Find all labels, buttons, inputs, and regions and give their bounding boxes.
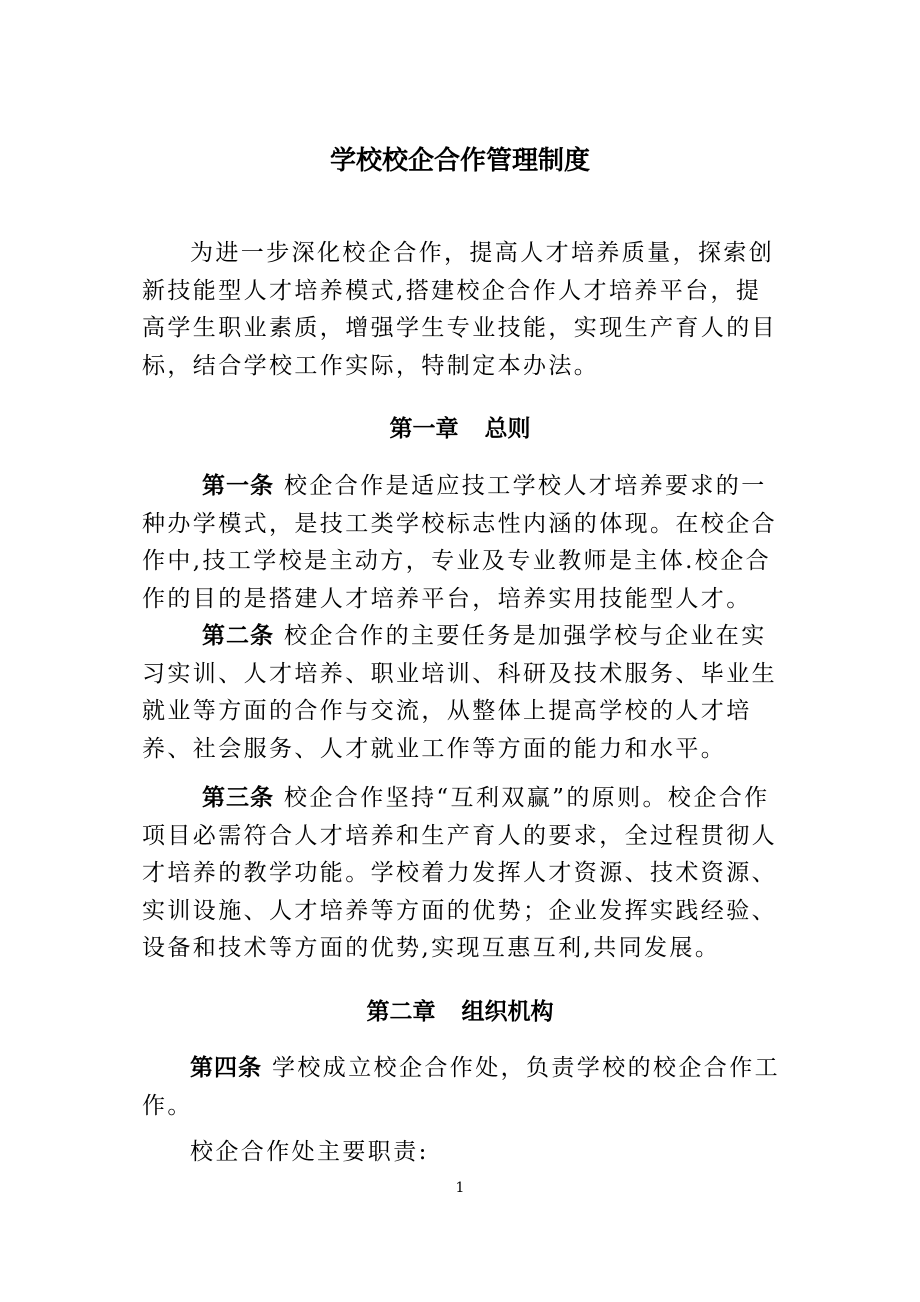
article-2-text: 校企合作的主要任务是加强学校与企业在实习实训、人才培养、职业培训、科研及技术服务、毕业生就业等方面的合作与交流，从整体上提高学校的人才培养、社会服务、人才就业工作等方面的能力和水平。 xyxy=(142,623,777,762)
chapter-2-number: 第二章 xyxy=(366,999,436,1025)
article-4-text: 学校成立校企合作处，负责学校的校企合作工作。 xyxy=(142,1055,780,1119)
intro-paragraph: 为进一步深化校企合作，提高人才培养质量，探索创新技能型人才培养模式,搭建校企合作人才培养平台，提高学生职业素质，增强学生专业技能，实现生产育人的目标，结合学校工作实际，特制定本办法。 xyxy=(142,240,777,379)
article-2-paragraph xyxy=(142,618,782,768)
page-number: 1 xyxy=(455,1180,465,1196)
article-3-label: 第三条 xyxy=(202,785,274,811)
chapter-1-name: 总则 xyxy=(484,416,531,442)
duties-heading: 校企合作处主要职责: xyxy=(190,1139,429,1165)
article-1-label: 第一条 xyxy=(202,473,274,499)
chapter-1-heading xyxy=(0,410,920,443)
article-3-paragraph xyxy=(142,780,782,968)
chapter-2-heading xyxy=(0,993,920,1026)
chapter-1-number: 第一章 xyxy=(389,416,459,442)
article-2-label: 第二条 xyxy=(202,623,274,649)
article-1-paragraph xyxy=(142,468,782,618)
article-3-text: 校企合作坚持“互利双赢”的原则。校企合作项目必需符合人才培养和生产育人的要求，全过程贯彻人才培养的教学功能。学校着力发挥人才资源、技术资源、实训设施、人才培养等方面的优势；企业发挥实践经验、设备和技术等方面的优势,实现互惠互利,共同发展。 xyxy=(142,785,777,961)
article-4-paragraph xyxy=(142,1050,782,1125)
article-1-text: 校企合作是适应技工学校人才培养要求的一种办学模式，是技工类学校标志性内涵的体现。在校企合作中,技工学校是主动方，专业及专业教师是主体.校企合作的目的是搭建人才培养平台，培养实用技能型人才。 xyxy=(142,473,777,612)
document-title: 学校校企合作管理制度 xyxy=(329,146,590,176)
article-4-label: 第四条 xyxy=(190,1055,262,1081)
chapter-2-name: 组织机构 xyxy=(461,999,554,1025)
